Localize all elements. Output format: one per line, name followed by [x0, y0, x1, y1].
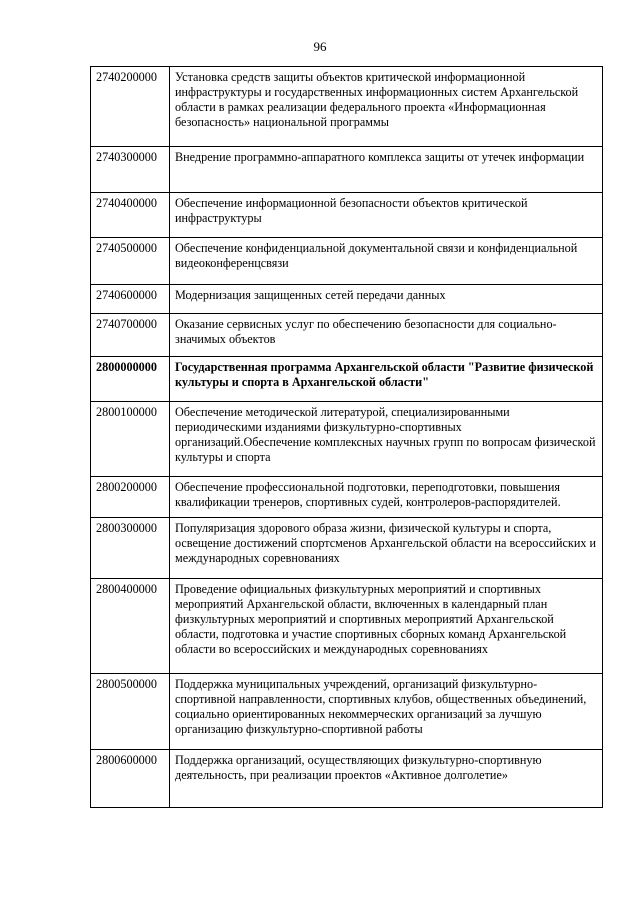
row-description: Внедрение программно-аппаратного комплекса защиты от утечек информации [170, 147, 603, 193]
table-row [91, 518, 603, 579]
table-row [91, 579, 603, 674]
row-code: 2740600000 [91, 285, 170, 314]
row-code: 2740500000 [91, 238, 170, 285]
table-row-program-header [91, 357, 603, 402]
table-row [91, 147, 603, 193]
row-code: 2800400000 [91, 579, 170, 674]
row-description: Поддержка организаций, осуществляющих физкультурно-спортивную деятельность, при реализации проектов «Активное долголетие» [170, 750, 603, 808]
budget-classification-table [90, 66, 603, 808]
row-code: 2800600000 [91, 750, 170, 808]
row-code: 2740400000 [91, 193, 170, 238]
table-row [91, 402, 603, 477]
row-description: Обеспечение методической литературой, специализированными периодическими изданиями физкультурно-спортивных организаций.Обеспечение комплексных научных групп по вопросам физической культуры и спорта [170, 402, 603, 477]
row-description: Обеспечение конфиденциальной документальной связи и конфиденциальной видеоконференцсвязи [170, 238, 603, 285]
row-description: Обеспечение информационной безопасности объектов критической инфраструктуры [170, 193, 603, 238]
row-description: Государственная программа Архангельской области "Развитие физической культуры и спорта в Архангельской области" [170, 357, 603, 402]
table-row [91, 67, 603, 147]
table-row [91, 750, 603, 808]
row-description: Модернизация защищенных сетей передачи данных [170, 285, 603, 314]
row-code: 2740200000 [91, 67, 170, 147]
row-code: 2740300000 [91, 147, 170, 193]
row-code: 2800300000 [91, 518, 170, 579]
row-description: Оказание сервисных услуг по обеспечению безопасности для социально-значимых объектов [170, 314, 603, 357]
table-row [91, 238, 603, 285]
row-description: Обеспечение профессиональной подготовки, переподготовки, повышения квалификации тренеров, спортивных судей, контролеров-распорядителей. [170, 477, 603, 518]
row-code: 2740700000 [91, 314, 170, 357]
table-row [91, 193, 603, 238]
row-description: Проведение официальных физкультурных мероприятий и спортивных мероприятий Архангельской области, включенных в календарный план физкультурных мероприятий и спортивных мероприятий Архангельской области, подготовка и участие спортивных сборных команд Архангельской области во всероссийских и международных соревнованиях [170, 579, 603, 674]
row-code: 2800000000 [91, 357, 170, 402]
row-description: Популяризация здорового образа жизни, физической культуры и спорта, освещение достижений спортсменов Архангельской области на всероссийских и международных соревнованиях [170, 518, 603, 579]
page-number: 96 [313, 39, 327, 54]
row-code: 2800500000 [91, 674, 170, 750]
table-row [91, 285, 603, 314]
table-row [91, 314, 603, 357]
table-row [91, 674, 603, 750]
table-row [91, 477, 603, 518]
row-description: Поддержка муниципальных учреждений, организаций физкультурно-спортивной направленности, спортивных клубов, общественных объединений, социально ориентированных некоммерческих организаций за лучшую организацию физкультурно-спортивной работы [170, 674, 603, 750]
row-code: 2800100000 [91, 402, 170, 477]
row-description: Установка средств защиты объектов критической информационной инфраструктуры и государственных информационных систем Архангельской области в рамках реализации федерального проекта «Информационная безопасность» национальной программы [170, 67, 603, 147]
row-code: 2800200000 [91, 477, 170, 518]
